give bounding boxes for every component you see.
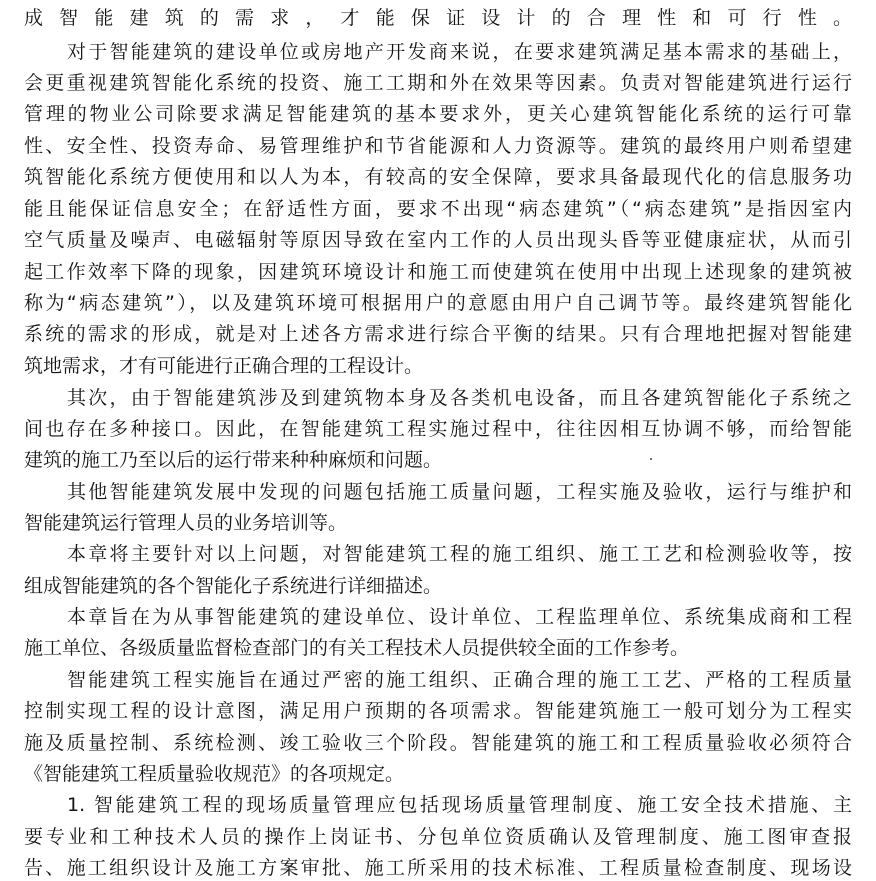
text-line: 其他智能建筑发展中发现的问题包括施工质量问题，工程实施及验收，运行与维护和 [67,481,852,503]
text-line: 筑地需求，才有可能进行正确合理的工程设计。 [24,355,424,377]
text-line: 空气质量及噪声、电磁辐射等原因导致在室内工作的人员出现头昏等亚健康症状，从而引 [24,229,852,251]
scan-speck [650,458,652,460]
text-line: 1. 智能建筑工程的现场质量管理应包括现场质量管理制度、施工安全技术措施、主 [67,794,852,816]
text-line: 性、安全性、投资寿命、易管理维护和节省能源和人力资源等。建筑的最终用户则希望建 [24,135,852,157]
text-line: 能且能保证信息安全；在舒适性方面，要求不出现“病态建筑”（“病态建筑”是指因室内 [24,198,852,220]
text-line: 组成智能建筑的各个智能化子系统进行详细描述。 [24,575,443,597]
text-line: 间也存在多种接口。因此，在智能建筑工程实施过程中，往往因相互协调不够，而给智能 [24,418,852,440]
text-line: 本章旨在为从事智能建筑的建设单位、设计单位、工程监理单位、系统集成商和工程 [67,606,852,628]
text-line: 建筑的施工乃至以后的运行带来种种麻烦和问题。 [24,449,443,471]
text-line: 控制实现工程的设计意图，满足用户预期的各项需求。智能建筑施工一般可划分为工程实 [24,700,852,722]
text-line: 其次，由于智能建筑涉及到建筑物本身及各类机电设备，而且各建筑智能化子系统之 [67,387,852,409]
text-line: 智能建筑工程实施旨在通过严密的施工组织、正确合理的施工工艺、严格的工程质量 [67,669,852,691]
text-line: 对于智能建筑的建设单位或房地产开发商来说，在要求建筑满足基本需求的基础上， [67,41,852,63]
text-line: 系统的需求的形成，就是对上述各方需求进行综合平衡的结果。只有合理地把握对智能建 [24,323,852,345]
text-line: 会更重视建筑智能化系统的投资、施工工期和外在效果等因素。负责对智能建筑进行运行 [24,72,852,94]
text-line: 施及质量控制、系统检测、竣工验收三个阶段。智能建筑的施工和工程质量验收必须符合 [24,732,852,754]
text-line: 要专业和工种技术人员的操作上岗证书、分包单位资质确认及管理制度、施工图审查报 [24,826,852,848]
text-line: 管理的物业公司除要求满足智能建筑的基本要求外，更关心建筑智能化系统的运行可靠 [24,103,852,125]
text-line: 称为“病态建筑”），以及建筑环境可根据用户的意愿由用户自己调节等。最终建筑智能化 [24,292,852,314]
text-line: 智能建筑运行管理人员的业务培训等。 [24,512,348,534]
text-line: 筑智能化系统方便使用和以人为本，有较高的安全保障，要求具备最现代化的信息服务功 [24,166,852,188]
text-line: 成智能建筑的需求，才能保证设计的合理性和可行性。 [24,7,852,29]
text-line: 本章将主要针对以上问题，对智能建筑工程的施工组织、施工工艺和检测验收等，按 [67,543,852,565]
text-line: 起工作效率下降的现象，因建筑环境设计和施工而使建筑在使用中出现上述现象的建筑被 [24,261,852,283]
text-line: 告、施工组织设计及施工方案审批、施工所采用的技术标准、工程质量检查制度、现场设 [24,857,852,879]
text-line: 《智能建筑工程质量验收规范》的各项规定。 [24,763,405,785]
text-line: 施工单位、各级质量监督检查部门的有关工程技术人员提供较全面的工作参考。 [24,637,690,659]
